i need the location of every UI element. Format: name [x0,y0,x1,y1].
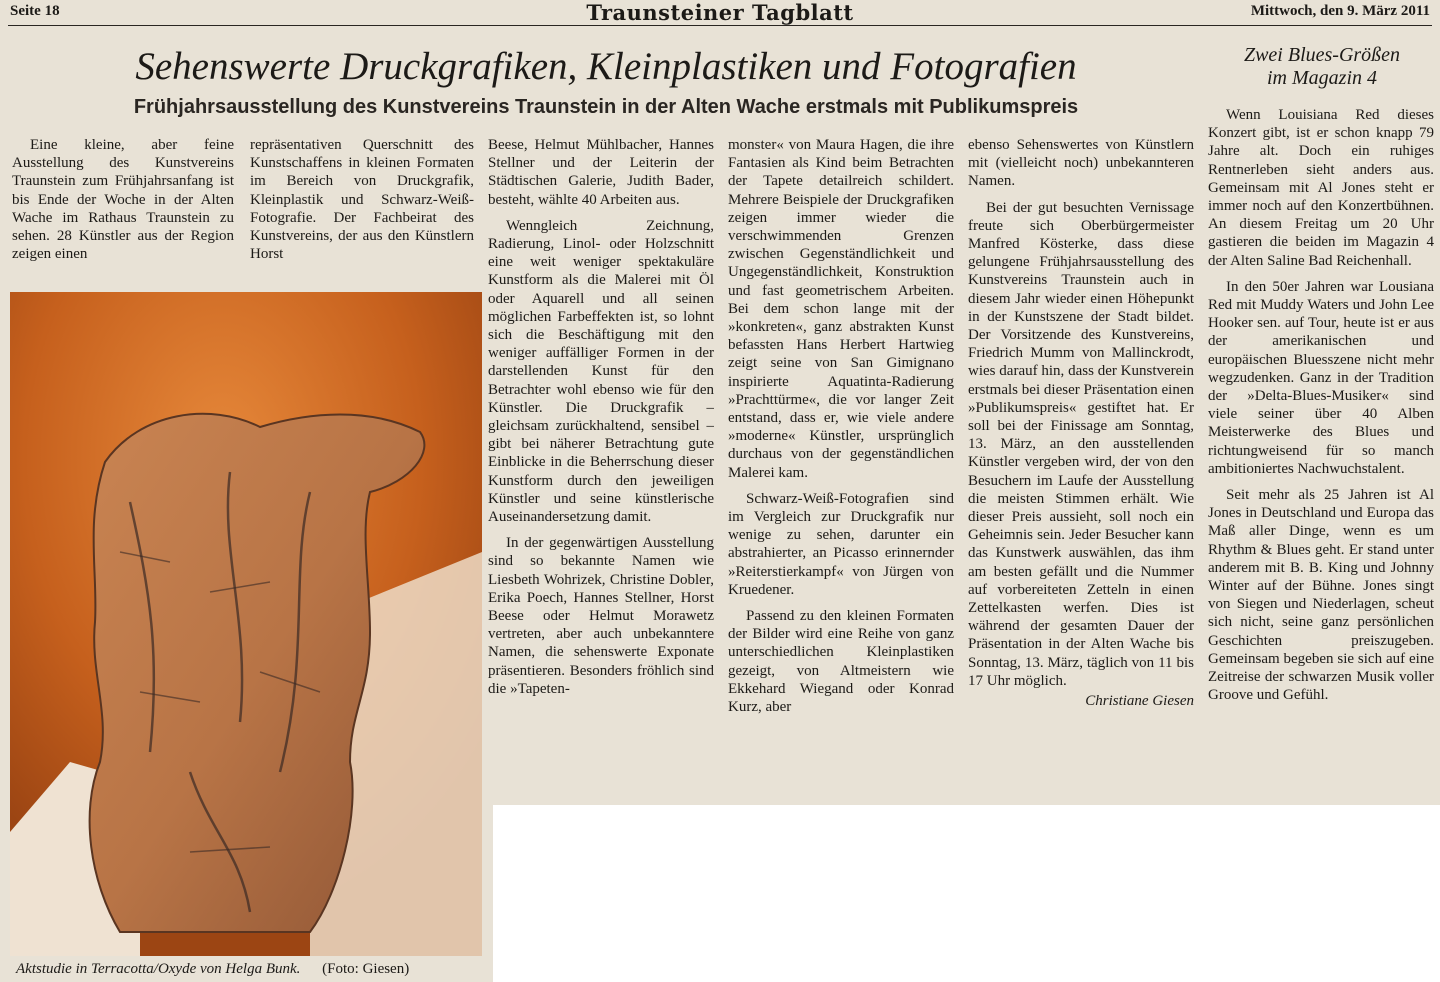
sculpture-photo [10,292,482,956]
photo-caption-text: Aktstudie in Terracotta/Oxyde von Helga Bunk. [16,961,301,977]
article-paragraph: Wenngleich Zeichnung, Radierung, Linol- oder Holzschnitt eine weit weniger spektakuläre Kunstform als die Malerei mit Öl oder Aquarell und all seinen möglichen Farbeffekten ist, so lohnt sich die Beschäftigung mit den weniger auffälliger Formen in der darstellenden Kunst für den Betrachter wohl ebenso wie für den Künstler. Die Druckgrafik – gleichsam zurückhaltend, sensibel – gibt bei näherer Betrachtung gute Einblicke in die Beherrschung dieser Kunstform durch den jeweiligen Künstler und seine künstlerische Auseinandersetzung damit. [488,217,714,526]
article-headline: Sehenswerte Druckgrafiken, Kleinplastiken und Fotografien [135,45,1077,88]
article-column-3 [488,136,714,800]
masthead: Traunsteiner Tagblatt [586,0,854,25]
article-paragraph: repräsentativen Querschnitt des Kunstschaffens in kleinen Formaten im Bereich von Druckgrafik, Kleinplastik und Schwarz-Weiß-Fotografie. Der Fachbeirat des Kunstvereins, der aus den Künstlern Horst [250,137,474,263]
article-column-2 [250,136,474,286]
page-header [8,0,1432,26]
sidebar-column [1208,106,1434,800]
sidebar-paragraph: In den 50er Jahren war Lousiana Red mit Muddy Waters und John Lee Hooker sen. auf Tour, heute ist er aus der amerikanischen und europäischen Bluesszene nicht mehr wegzudenken. Ganz in der Tradition der »Delta-Blues-Musiker« sind viele seiner über 40 Alben Meisterwerke des Blues und richtungweisend für so manch ambitioniertes Nachwuchstalent. [1208,278,1434,477]
sculpture-illustration [10,292,482,956]
article-column-1 [12,136,234,286]
article-column-5 [968,136,1194,800]
article-paragraph: Bei der gut besuchten Vernissage freute sich Oberbürgermeister Manfred Kösterke, dass diese gelungene Frühjahrsausstellung des Kunstvereins Traunstein auch in diesem Jahr wieder einen Höhepunkt in der Kunstszene der Stadt bildet. Der Vorsitzende des Kunstvereins, Friedrich Mumm von Mallinckrodt, wies darauf hin, dass der Kunstverein erstmals bei dieser Präsentation einen »Publikumspreis« gestiftet hat. Er soll bei der Finissage am Sonntag, 13. März, an den ausstellenden Künstler vergeben wird, der von den Besuchern im Laufe der Ausstellung die meisten Stimmen erhält. Wie dieser Preis aussieht, soll noch ein Geheimnis sein. Jeder Besucher kann das Kunstwerk auswählen, das ihm am besten gefällt und die Nummer auf vorbereiteten Zetteln in einen Zettelkasten werfen. Dies ist während der gesamten Dauer der Präsentation in der Alten Wache bis Sonntag, 13. März, täglich von 11 bis 17 Uhr möglich. [968,199,1194,689]
article-author: Christiane Giesen [1085,693,1194,710]
sidebar-title [1212,44,1432,90]
photo-caption [16,961,409,978]
sidebar-paragraph: Wenn Louisiana Red dieses Konzert gibt, ist er schon knapp 79 Jahre alt. Doch ein ruhiges Rentnerleben sieht anders aus. Gemeinsam mit Al Jones steht er immer noch auf den Konzertbühnen. An diesem Freitag um 20 Uhr gastieren die beiden im Magazin 4 der Alten Saline Bad Reichenhall. [1208,107,1434,269]
sidebar-title-line: im Magazin 4 [1267,67,1377,89]
article-paragraph: Beese, Helmut Mühlbacher, Hannes Stellner und der Leiterin der Städtischen Galerie, Judith Bader, besteht, wählte 40 Arbeiten aus. [488,137,714,208]
sidebar-title-line: Zwei Blues-Größen [1243,44,1401,66]
issue-date: Mittwoch, den 9. März 2011 [1250,3,1430,19]
article-subheadline: Frühjahrsausstellung des Kunstvereins Traunstein in der Alten Wache erstmals mit Publikumspreis [133,96,1079,118]
article-column-4 [728,136,954,800]
header-rule [8,25,1432,26]
page-number: Seite 18 [10,3,60,19]
article-paragraph: ebenso Sehenswertes von Künstlern mit (vielleicht noch) unbekannteren Namen. [968,137,1194,190]
article-paragraph: Eine kleine, aber feine Ausstellung des Kunstvereins Traunstein zum Frühjahrsanfang ist bis Ende der Woche in der Alten Wache im Rathaus Traunstein zu sehen. 28 Künstler aus der Region zeigen einen [12,137,234,263]
sidebar-paragraph: Seit mehr als 25 Jahren ist Al Jones in Deutschland und Europa das Maß aller Dinge, wenn es um Rhythm & Blues geht. Er stand unter anderem mit B. B. King und Johnny Winter auf der Bühne. Jones singt von Siegen und Niederlagen, scheut sich nicht, seine ganz persönlichen Geschichten preiszugeben. Gemeinsam begeben sie sich auf eine Zeitreise der schwarzen Musik voller Groove und Gefühl. [1208,487,1434,704]
article-paragraph: Passend zu den kleinen Formaten der Bilder wird eine Reihe von ganz unterschiedlichen Kleinplastiken gezeigt, von Altmeistern wie Ekkehard Wiegand oder Konrad Kurz, aber [728,608,954,716]
article-paragraph: monster« von Maura Hagen, die ihre Fantasien als Kind beim Betrachten der Tapete detailreich schildert. Mehrere Beispiele der Druckgrafiken zeigen immer wieder die verschwimmenden Grenzen zwischen Gegenständlichkeit und Ungegenständlichkeit, Konstruktion und fast geometrischem Arbeiten. Bei dem schon lange mit der »konkreten«, ganz abstrakten Kunst befassten Hans Herbert Hartwieg zeigt seine von San Gimignano inspirierte Aquatinta-Radierung »Prachttürme«, die vor langer Zeit entstand, dass er, wie viele andere »moderne« Künstler, ursprünglich durchaus von der gegenständlichen Malerei kam. [728,137,954,481]
article-paragraph: In der gegenwärtigen Ausstellung sind so bekannte Namen wie Liesbeth Wohrizek, Christine Dobler, Erika Poech, Hannes Stellner, Horst Beese oder Helmut Morawetz vertreten, aber auch unbekanntere Namen, die sehenswerte Exponate präsentieren. Besonders fröhlich sind die »Tapeten- [488,535,714,697]
article-paragraph: Schwarz-Weiß-Fotografien sind im Vergleich zur Druckgrafik nur wenige zu sehen, darunter ein abstrahierter, an Picasso erinnernder »Reiterstierkampf« von Jürgen von Kruedener. [728,490,954,598]
photo-credit: (Foto: Giesen) [322,961,410,977]
